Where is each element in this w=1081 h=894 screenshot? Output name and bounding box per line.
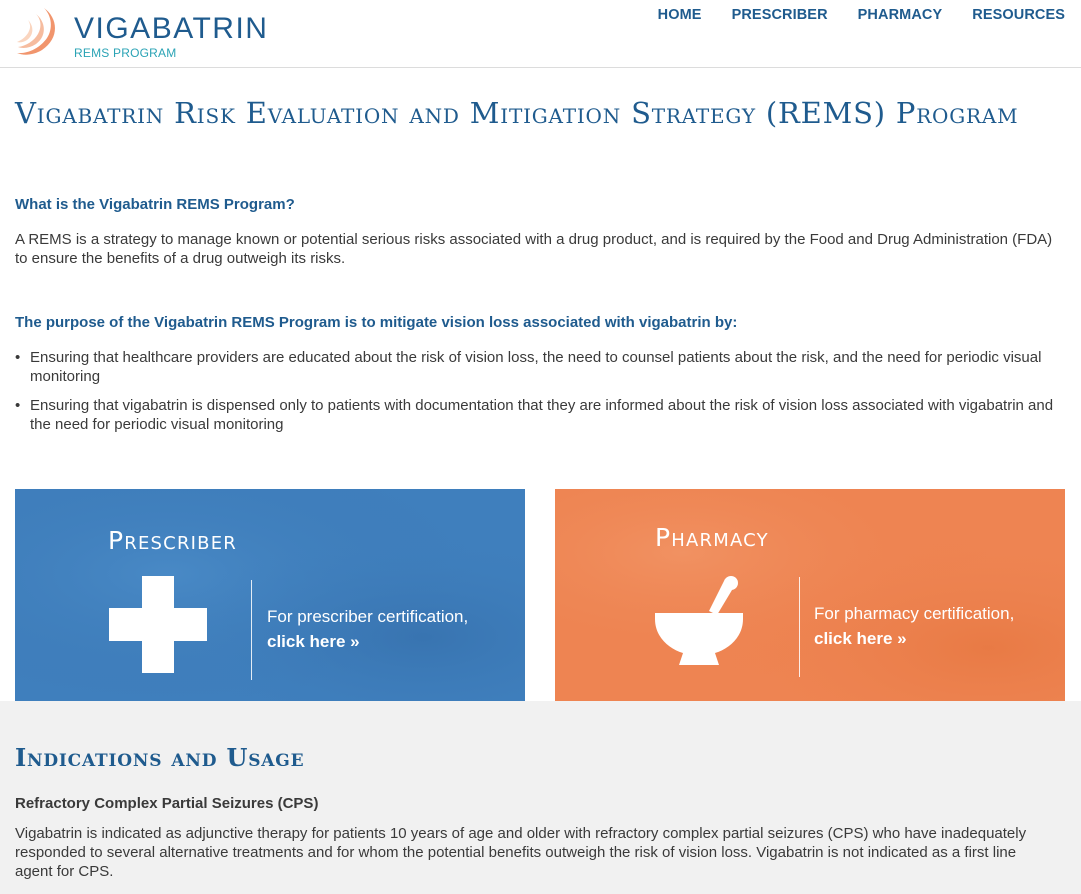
nav-resources-link[interactable]: RESOURCES [972,7,1065,23]
main-content [15,96,1065,433]
indications-subheading: Refractory Complex Partial Seizures (CPS) [15,795,319,812]
prescriber-card[interactable] [15,489,525,701]
purpose-list [15,348,1065,444]
page-title: Vigabatrin Risk Evaluation and Mitigation Strategy (REMS) Program [15,96,1019,130]
pharmacy-cta-text: For pharmacy certification, [814,604,1015,623]
nav-pharmacy-link[interactable]: PHARMACY [857,7,943,23]
indications-section [0,701,1081,894]
prescriber-card-title: Prescriber [108,526,237,555]
card-divider [799,577,800,677]
card-divider [251,580,252,680]
pharmacy-cta[interactable] [814,601,1014,651]
prescriber-click-here-link[interactable]: click here » [267,632,360,651]
mortar-pestle-icon [655,575,743,671]
nav-prescriber-link[interactable]: PRESCRIBER [731,7,828,23]
watercolor-texture [15,489,525,701]
swirl-logo-icon [14,4,68,60]
main-nav [658,7,1065,23]
indications-text: Vigabatrin is indicated as adjunctive therapy for patients 10 years of age and older with refractory complex partial seizures (CPS) who have inadequately responded to several alternative treatments and for whom the potential benefits outweigh the risk of vision loss. Vigabatrin is not indicated as a first line agent for CPS. [15,825,1027,880]
prescriber-cta-text: For prescriber certification, [267,607,469,626]
indications-title: Indications and Usage [15,743,305,772]
list-item: • Ensuring that healthcare providers are educated about the risk of vision loss, the need to counsel patients about the risk, and the need for periodic visual monitoring [15,348,1065,386]
rems-question-heading: What is the Vigabatrin REMS Program? [15,196,295,213]
logo-title: VIGABATRIN [74,12,269,45]
rems-answer-text: A REMS is a strategy to manage known or potential serious risks associated with a drug product, and is required by the Food and Drug Administration (FDA) to ensure the benefits of a drug outweigh its risks. [15,231,1053,267]
pharmacy-card[interactable] [555,489,1065,701]
site-logo[interactable] [14,4,274,64]
medical-cross-icon [109,576,207,673]
list-item: • Ensuring that vigabatrin is dispensed only to patients with documentation that they are informed about the risk of vision loss associated with vigabatrin and the need for periodic visual monitoring [15,396,1065,434]
logo-subtitle: REMS PROGRAM [74,46,177,60]
site-header [0,0,1081,68]
purpose-heading: The purpose of the Vigabatrin REMS Program is to mitigate vision loss associated with vigabatrin by: [15,314,738,331]
pharmacy-card-title: Pharmacy [655,523,769,552]
pharmacy-click-here-link[interactable]: click here » [814,629,907,648]
watercolor-texture [555,489,1065,701]
prescriber-cta[interactable] [267,604,468,654]
nav-home-link[interactable]: HOME [657,7,702,23]
